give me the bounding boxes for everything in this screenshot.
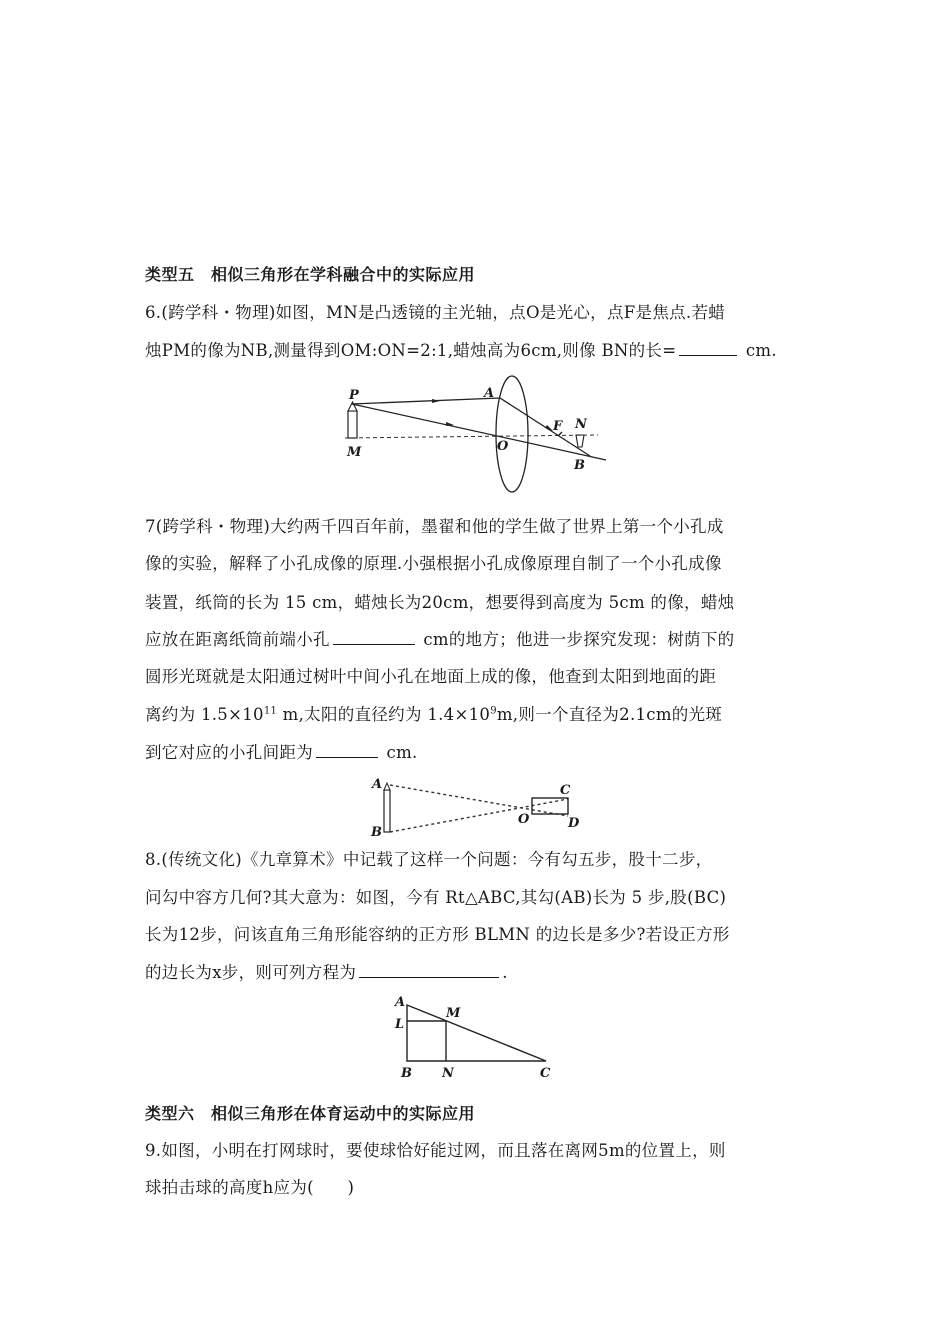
label-M: M (347, 445, 362, 460)
answer-blank (316, 743, 378, 758)
q7-text-end: cm. (381, 743, 418, 762)
q7-line-4 (145, 626, 734, 650)
q7-line-5: 圆形光斑就是太阳通过树叶中间小孔在地面上成的像，他查到太阳到地面的距 (145, 667, 717, 686)
exponent: 11 (263, 705, 278, 717)
q8-line-2: 问勾中容方几何?其大意为：如图，今有 Rt△ABC,其勾(AB)长为 5 步,股(BC) (145, 888, 727, 907)
label-P: P (349, 388, 359, 403)
q8-line-3: 长为12步，问该直角三角形能容纳的正方形 BLMN 的边长是多少?若设正方形 (145, 925, 730, 944)
label-C: C (560, 783, 571, 798)
label-M: M (446, 1006, 461, 1021)
triangle-square-diagram (390, 990, 560, 1080)
pinhole-diagram (365, 775, 590, 840)
label-C: C (540, 1066, 551, 1081)
arrow-head (432, 399, 440, 403)
label-O: O (497, 439, 509, 454)
q7-text: m,太阳的直径约为 1.4×10 (277, 705, 491, 724)
q7-text-mid: cm的地方；他进一步探究发现：树荫下的 (417, 630, 735, 649)
q8-text-end: . (502, 963, 508, 982)
q7-text: 到它对应的小孔间距为 (145, 743, 313, 762)
q7-text: m,则一个直径为2.1cm的光斑 (496, 705, 723, 724)
q7-line-6 (145, 701, 722, 725)
label-B: B (401, 1066, 412, 1081)
label-A: A (395, 995, 406, 1010)
convex-lens (496, 376, 528, 492)
label-B: B (574, 458, 585, 473)
q6-text-end: cm. (740, 341, 777, 360)
lens-diagram (340, 380, 620, 495)
arrow-head (446, 422, 454, 426)
label-A: A (484, 386, 495, 401)
q8-line-1: 8.(传统文化)《九章算术》中记载了这样一个问题：今有勾五步，股十二步， (145, 850, 713, 869)
label-N: N (575, 417, 587, 432)
ray-center (352, 404, 606, 460)
label-F: F (553, 419, 563, 434)
label-N: N (442, 1066, 454, 1081)
section-heading-6: 类型六 相似三角形在体育运动中的实际应用 (145, 1104, 476, 1123)
label-O: O (518, 812, 530, 827)
exponent: 9 (490, 705, 497, 717)
answer-blank (333, 630, 415, 645)
q7-line-7 (145, 739, 418, 763)
image-candle (576, 435, 584, 447)
q6-line-2 (145, 337, 777, 361)
q8-text: 的边长为x步，则可列方程为 (145, 963, 357, 982)
label-D: D (568, 816, 580, 831)
q7-line-2: 像的实验，解释了小孔成像的原理.小强根据小孔成像原理自制了一个小孔成像 (145, 554, 722, 573)
light-ray-top (390, 785, 568, 816)
label-L: L (395, 1017, 405, 1032)
q7-line-1: 7(跨学科・物理)大约两千四百年前，墨翟和他的学生做了世界上第一个小孔成 (145, 517, 724, 536)
light-ray-bottom (390, 799, 568, 832)
label-A: A (372, 777, 383, 792)
section-heading-5: 类型五 相似三角形在学科融合中的实际应用 (145, 265, 476, 284)
square-BLMN (407, 1021, 446, 1061)
q7-text: 应放在距离纸筒前端小孔 (145, 630, 330, 649)
answer-blank (679, 341, 737, 356)
ray-parallel (352, 398, 500, 404)
q8-line-4 (145, 959, 508, 983)
candle (348, 411, 357, 438)
triangle-ABC (407, 1005, 546, 1061)
q9-line-1: 9.如图，小明在打网球时，要使球恰好能过网，而且落在离网5m的位置上，则 (145, 1141, 726, 1160)
candle-flame (384, 783, 390, 790)
answer-blank (359, 963, 499, 978)
candle (384, 790, 390, 832)
q9-line-2: 球拍击球的高度h应为( ) (145, 1178, 355, 1197)
label-B: B (371, 825, 382, 840)
q7-line-3: 装置，纸筒的长为 15 cm，蜡烛长为20cm，想要得到高度为 5cm 的像，蜡烛 (145, 593, 735, 612)
q7-text: 离约为 1.5×10 (145, 705, 264, 724)
q6-text: 烛PM的像为NB,测量得到OM:ON=2:1,蜡烛高为6cm,则像 BN的长= (145, 341, 677, 360)
q6-line-1: 6.(跨学科・物理)如图，MN是凸透镜的主光轴，点O是光心，点F是焦点.若蜡 (145, 303, 726, 322)
